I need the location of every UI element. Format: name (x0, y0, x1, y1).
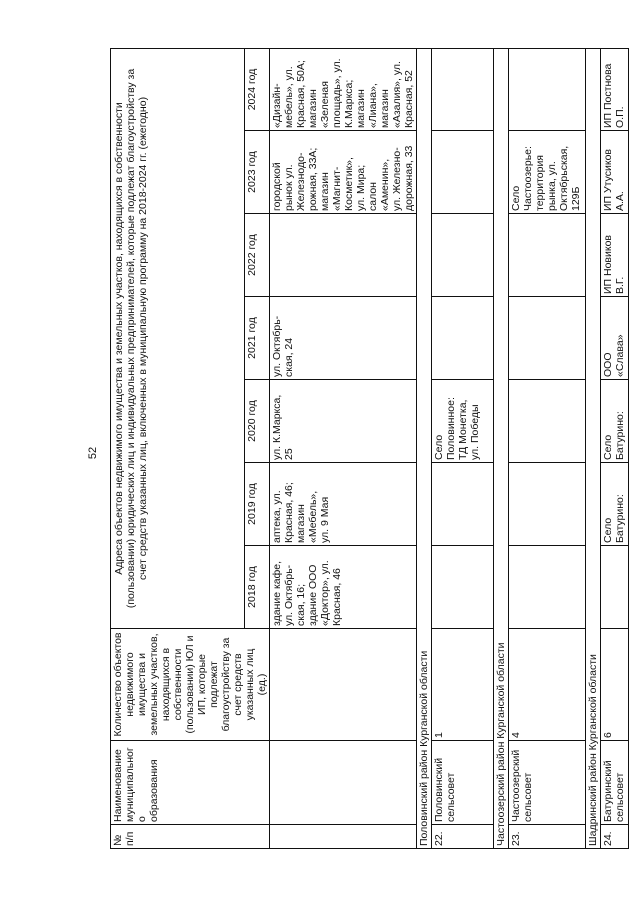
cell-municipality: Половинский сельсовет (432, 741, 494, 825)
cell-year (432, 131, 494, 214)
cell-year (601, 546, 629, 629)
table-row (509, 48, 586, 848)
cell-year: ул. Октябрь- ская, 24 (270, 297, 417, 380)
cell-count: 6 (601, 629, 629, 741)
cell-year (509, 463, 586, 546)
rotated-table-container (110, 49, 626, 849)
region-row (586, 48, 601, 848)
cell-year: городской рынок ул. Железнодо- рожная, 33А; магазин «Магнит- Косметик», ул. Мира; салон «Аменин», ул. Железно- дорожная, 33 (270, 131, 417, 214)
cell-num: 23. (509, 825, 586, 849)
cell-year: аптека, ул. Красная, 46; магазин «Мебель», ул. 9 Мая (270, 463, 417, 546)
header-year: 2021 год (245, 297, 270, 380)
cell-municipality (270, 741, 417, 825)
header-municipality: Наименование муниципального образования (111, 741, 270, 825)
header-year: 2022 год (245, 214, 270, 297)
cell-year (432, 546, 494, 629)
cell-year (509, 214, 586, 297)
cell-year (509, 546, 586, 629)
cell-year: ООО «Слава» (601, 297, 629, 380)
cell-year (432, 297, 494, 380)
header-year: 2018 год (245, 546, 270, 629)
cell-year: ул. К.Маркса, 25 (270, 380, 417, 463)
cell-year: Село Половинное: ТД Монетка, ул. Победы (432, 380, 494, 463)
table-row (432, 48, 494, 848)
cell-year (432, 214, 494, 297)
cell-year: Село Частоозерье: территория рынка, ул. Октябрьская, 129Б (509, 131, 586, 214)
cell-year (432, 48, 494, 130)
cell-year (270, 214, 417, 297)
header-year: 2023 год (245, 131, 270, 214)
header-year: 2024 год (245, 48, 270, 130)
table-row (270, 48, 417, 848)
region-row (417, 48, 432, 848)
cell-count: 4 (509, 629, 586, 741)
cell-year (509, 380, 586, 463)
cell-year: ИП Утусиков А.А. (601, 131, 629, 214)
cell-num (270, 825, 417, 849)
region-name: Частоозерский район Курганской области (494, 48, 509, 848)
table-row (601, 48, 629, 848)
cell-year: «Дизайн- мебель», ул. Красная, 50А; магазин «Зеленая площадь», ул. К.Маркса; магазин «Лиана», магазин «Азалия», ул. Красная, 52 (270, 48, 417, 130)
cell-count: 1 (432, 629, 494, 741)
page-number: 52 (87, 446, 99, 460)
header-num: № п/п (111, 825, 270, 849)
cell-year (509, 48, 586, 130)
cell-year: ИП Постнова О.П. (601, 48, 629, 130)
header-addresses: Адреса объектов недвижимого имущества и земельных участков, находящихся в собственности (пользовании) юридических лиц и индивидуальных предпринимателей, которые подлежат благоустройству за счет средств указанных лиц, включенных в муниципальную программу на 2018-2024 гг. (ежегодно) (111, 48, 245, 628)
header-year: 2019 год (245, 463, 270, 546)
cell-year: здание кафе, ул. Октябрь- ская, 16; здание ООО «Доктор», ул. Красная, 46 (270, 546, 417, 629)
cell-year: Село Батурино: (601, 463, 629, 546)
cell-num: 22. (432, 825, 494, 849)
region-name: Шадринский район Курганской области (586, 48, 601, 848)
cell-count (270, 629, 417, 741)
objects-table (110, 48, 629, 849)
cell-year (509, 297, 586, 380)
header-count: Количество объектов недвижимого имущества и земельных участков, находящихся в собственности (пользовании) ЮЛ и ИП, которые подлежат благоустройству за счет средств указанных лиц (ед.) (111, 629, 270, 741)
header-year: 2020 год (245, 380, 270, 463)
cell-municipality: Частоозерский сельсовет (509, 741, 586, 825)
cell-year: Село Батурино: (601, 380, 629, 463)
cell-year: ИП Новиков В.Г. (601, 214, 629, 297)
region-name: Половинский район Курганской области (417, 48, 432, 848)
cell-municipality: Батуринский сельсовет (601, 741, 629, 825)
region-row (494, 48, 509, 848)
cell-year (432, 463, 494, 546)
cell-num: 24. (601, 825, 629, 849)
